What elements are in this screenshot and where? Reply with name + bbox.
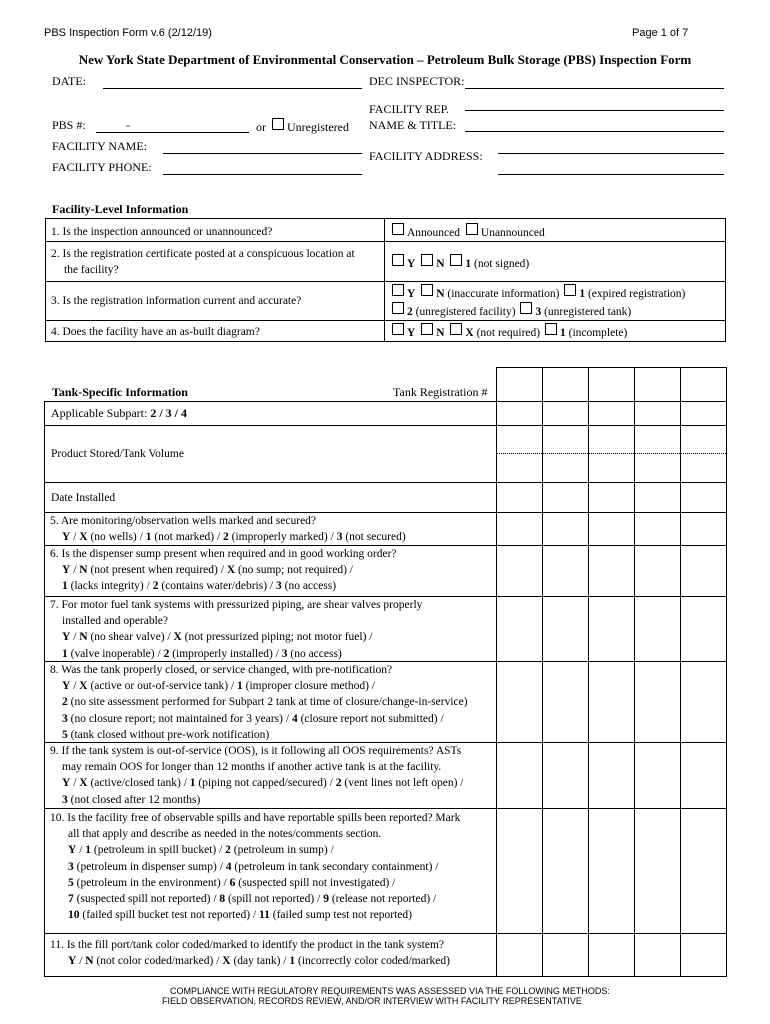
- q10-line: all that apply and describe as needed in the notes/comments section.: [68, 828, 382, 841]
- row-divider: [44, 808, 727, 809]
- q7-options: Y / N (no shear valve) / X (not pressurized piping; not motor fuel) /: [62, 631, 373, 644]
- q9-options: Y / X (active/closed tank) / 1 (piping not capped/secured) / 2 (vent lines not left open) /: [62, 777, 464, 790]
- q7-options: 1 (valve inoperable) / 2 (improperly installed) / 3 (no access): [62, 647, 342, 660]
- row-divider: [44, 933, 727, 934]
- question-9: [50, 743, 463, 808]
- question-4: 4. Does the facility have an as-built diagram?: [51, 326, 260, 338]
- facility-section-heading: Facility-Level Information: [52, 202, 189, 216]
- q8-line: 8. Was the tank properly closed, or service changed, with pre-notification?: [50, 664, 393, 676]
- tank-col-divider: [588, 367, 589, 976]
- name-title-field[interactable]: [465, 131, 724, 132]
- applicable-subpart: [51, 405, 187, 421]
- question-10: [50, 810, 460, 923]
- q4-options: [392, 323, 627, 341]
- q10-options: 3 (petroleum in dispenser sump) / 4 (petroleum in tank secondary containment) /: [68, 860, 439, 873]
- footer-line-2: FIELD OBSERVATION, RECORDS REVIEW, AND/OR INTERVIEW WITH FACILITY REPRESENTATIVE: [162, 996, 582, 1006]
- q3-1-label: 1: [579, 288, 586, 300]
- facility-phone-field[interactable]: [163, 174, 362, 175]
- q3-2-checkbox[interactable]: [392, 302, 404, 314]
- q3-y-label: Y: [407, 288, 416, 300]
- q4-y-label: Y: [407, 327, 416, 339]
- tank-col-divider: [542, 367, 543, 976]
- unannounced-checkbox[interactable]: [466, 223, 478, 235]
- unregistered-option: [256, 118, 349, 135]
- tank-table-right: [726, 367, 727, 976]
- q2-n-label: N: [436, 258, 445, 270]
- q3-y-checkbox[interactable]: [392, 284, 404, 296]
- q6-options: 1 (lacks integrity) / 2 (contains water/debris) / 3 (no access): [62, 580, 337, 593]
- q2-y-checkbox[interactable]: [392, 254, 404, 266]
- tank-col-divider: [680, 367, 681, 976]
- q8-options: 5 (tank closed without pre-work notification): [62, 728, 270, 741]
- tank-col-divider: [634, 367, 635, 976]
- or-label: or: [256, 120, 266, 134]
- question-7: [50, 597, 422, 662]
- facility-name-field[interactable]: [163, 153, 362, 154]
- q6-line: 6. Is the dispenser sump present when required and in good working order?: [50, 548, 397, 560]
- tank-columns-top: [496, 367, 727, 368]
- q3-n-checkbox[interactable]: [421, 284, 433, 296]
- q7-line: installed and operable?: [62, 615, 169, 628]
- product-stored-label: Product Stored/Tank Volume: [51, 448, 184, 460]
- tank-section-heading: Tank-Specific Information: [52, 385, 188, 399]
- q4-y-checkbox[interactable]: [392, 323, 404, 335]
- question-3: 3. Is the registration information current and accurate?: [51, 295, 302, 307]
- q2-options: [392, 254, 529, 272]
- facility-rep-label: FACILITY REP.: [369, 102, 450, 116]
- row-divider: [46, 281, 725, 282]
- pbs-number-field[interactable]: [96, 132, 249, 133]
- facility-address-label: FACILITY ADDRESS:: [369, 149, 483, 163]
- question-1: 1. Is the inspection announced or unannounced?: [51, 226, 273, 238]
- question-8: [50, 662, 468, 743]
- question-11: [50, 937, 450, 969]
- q1-options: [392, 223, 545, 241]
- page-number: Page 1 of 7: [632, 27, 689, 39]
- row-divider: [46, 320, 725, 321]
- q8-options: 2 (no site assessment performed for Subpart 2 tank at time of closure/change-in-service): [62, 696, 468, 709]
- q10-options: 5 (petroleum in the environment) / 6 (suspected spill not investigated) /: [68, 876, 396, 889]
- facility-name-label: FACILITY NAME:: [52, 139, 147, 153]
- unregistered-label: Unregistered: [287, 120, 349, 134]
- table-divider: [384, 219, 385, 341]
- date-field[interactable]: [103, 88, 362, 89]
- dec-inspector-field[interactable]: [465, 88, 724, 89]
- q2-n-checkbox[interactable]: [421, 254, 433, 266]
- tank-table-divider: [496, 367, 497, 976]
- q8-options: 3 (no closure report; not maintained for 3 years) / 4 (closure report not submitted) /: [62, 712, 444, 725]
- q2-1-label: 1: [465, 258, 472, 270]
- pbs-dash: -: [126, 118, 130, 132]
- facility-address-field-2[interactable]: [498, 174, 724, 175]
- q11-options: Y / N (not color coded/marked) / X (day tank) / 1 (incorrectly color coded/marked): [68, 955, 450, 968]
- q3-1-checkbox[interactable]: [564, 284, 576, 296]
- tank-table-top: [44, 401, 727, 402]
- row-divider: [44, 425, 727, 426]
- q4-1-checkbox[interactable]: [545, 323, 557, 335]
- q6-options: Y / N (not present when required) / X (no sump; not required) /: [62, 564, 353, 577]
- q3-options: [392, 284, 685, 320]
- name-title-label: NAME & TITLE:: [369, 118, 457, 132]
- row-divider: [46, 241, 725, 242]
- q3-n-label: N: [436, 288, 445, 300]
- unannounced-label: Unannounced: [480, 227, 545, 239]
- date-installed-label: Date Installed: [51, 492, 116, 504]
- form-version: PBS Inspection Form v.6 (2/12/19): [44, 27, 212, 39]
- q4-n-checkbox[interactable]: [421, 323, 433, 335]
- question-5: [50, 513, 406, 545]
- q3-3-label: 3: [535, 306, 542, 318]
- tank-table-bottom: [44, 976, 727, 977]
- q4-1-desc: (incomplete): [568, 327, 628, 339]
- question-2: [51, 246, 355, 278]
- q3-2-label: 2: [407, 306, 413, 318]
- question-2-line-1: 2. Is the registration certificate posted at a conspicuous location at: [51, 248, 355, 260]
- q9-line: may remain OOS for longer than 12 months if another active tank is at the facility.: [62, 761, 442, 774]
- q10-options: 7 (suspected spill not reported) / 8 (spill not reported) / 9 (release not reported) /: [68, 893, 437, 906]
- form-title: New York State Department of Environmental Conservation – Petroleum Bulk Storage (PBS) Inspection Form: [78, 52, 692, 67]
- q9-options: 3 (not closed after 12 months): [62, 793, 201, 806]
- announced-label: Announced: [407, 227, 461, 239]
- q4-x-desc: (not required): [476, 327, 541, 339]
- tank-registration-label: Tank Registration #: [393, 385, 488, 399]
- q7-line: 7. For motor fuel tank systems with pressurized piping, are shear valves properly: [50, 599, 423, 611]
- facility-address-field-1[interactable]: [498, 153, 724, 154]
- q4-n-label: N: [436, 327, 445, 339]
- row-divider-dotted: [497, 453, 726, 454]
- announced-checkbox[interactable]: [392, 223, 404, 235]
- q2-1-checkbox[interactable]: [450, 254, 462, 266]
- row-divider: [44, 482, 727, 483]
- tank-table-left: [44, 401, 45, 976]
- dec-inspector-label: DEC INSPECTOR:: [369, 74, 465, 88]
- q10-options: Y / 1 (petroleum in spill bucket) / 2 (petroleum in sump) /: [68, 844, 334, 857]
- q8-options: Y / X (active or out-of-service tank) / 1 (improper closure method) /: [62, 680, 375, 693]
- facility-phone-label: FACILITY PHONE:: [52, 160, 152, 174]
- subpart-values: 2 / 3 / 4: [150, 406, 187, 420]
- q4-x-checkbox[interactable]: [450, 323, 462, 335]
- q3-3-checkbox[interactable]: [520, 302, 532, 314]
- question-6: [50, 546, 397, 595]
- q2-1-desc: (not signed): [474, 258, 530, 270]
- facility-rep-field[interactable]: [465, 110, 724, 111]
- question-2-line-2: the facility?: [64, 264, 119, 276]
- q3-3-desc: (unregistered tank): [544, 306, 632, 318]
- q5-line: 5. Are monitoring/observation wells marked and secured?: [50, 515, 317, 527]
- q10-options: 10 (failed spill bucket test not reported) / 11 (failed sump test not reported): [68, 909, 412, 922]
- q9-line: 9. If the tank system is out-of-service (OOS), is it following all OOS requirements? ASTs: [50, 745, 462, 757]
- q10-line: 10. Is the facility free of observable spills and have reportable spills been reported? Mark: [50, 812, 461, 824]
- q4-x-label: X: [465, 327, 474, 339]
- footer-line-1: COMPLIANCE WITH REGULATORY REQUIREMENTS WAS ASSESSED VIA THE FOLLOWING METHODS:: [170, 986, 610, 996]
- date-label: DATE:: [52, 74, 86, 88]
- unregistered-checkbox[interactable]: [272, 118, 284, 130]
- q4-1-label: 1: [559, 327, 566, 339]
- pbs-label: PBS #:: [52, 118, 86, 132]
- q3-n-desc: (inaccurate information): [447, 288, 560, 300]
- q3-1-desc: (expired registration): [587, 288, 686, 300]
- q3-2-desc: (unregistered facility): [415, 306, 516, 318]
- q2-y-label: Y: [407, 258, 416, 270]
- q11-line: 11. Is the fill port/tank color coded/marked to identify the product in the tank system?: [50, 939, 444, 951]
- subpart-label: Applicable Subpart:: [51, 406, 148, 420]
- q5-options: Y / X (no wells) / 1 (not marked) / 2 (improperly marked) / 3 (not secured): [62, 531, 406, 544]
